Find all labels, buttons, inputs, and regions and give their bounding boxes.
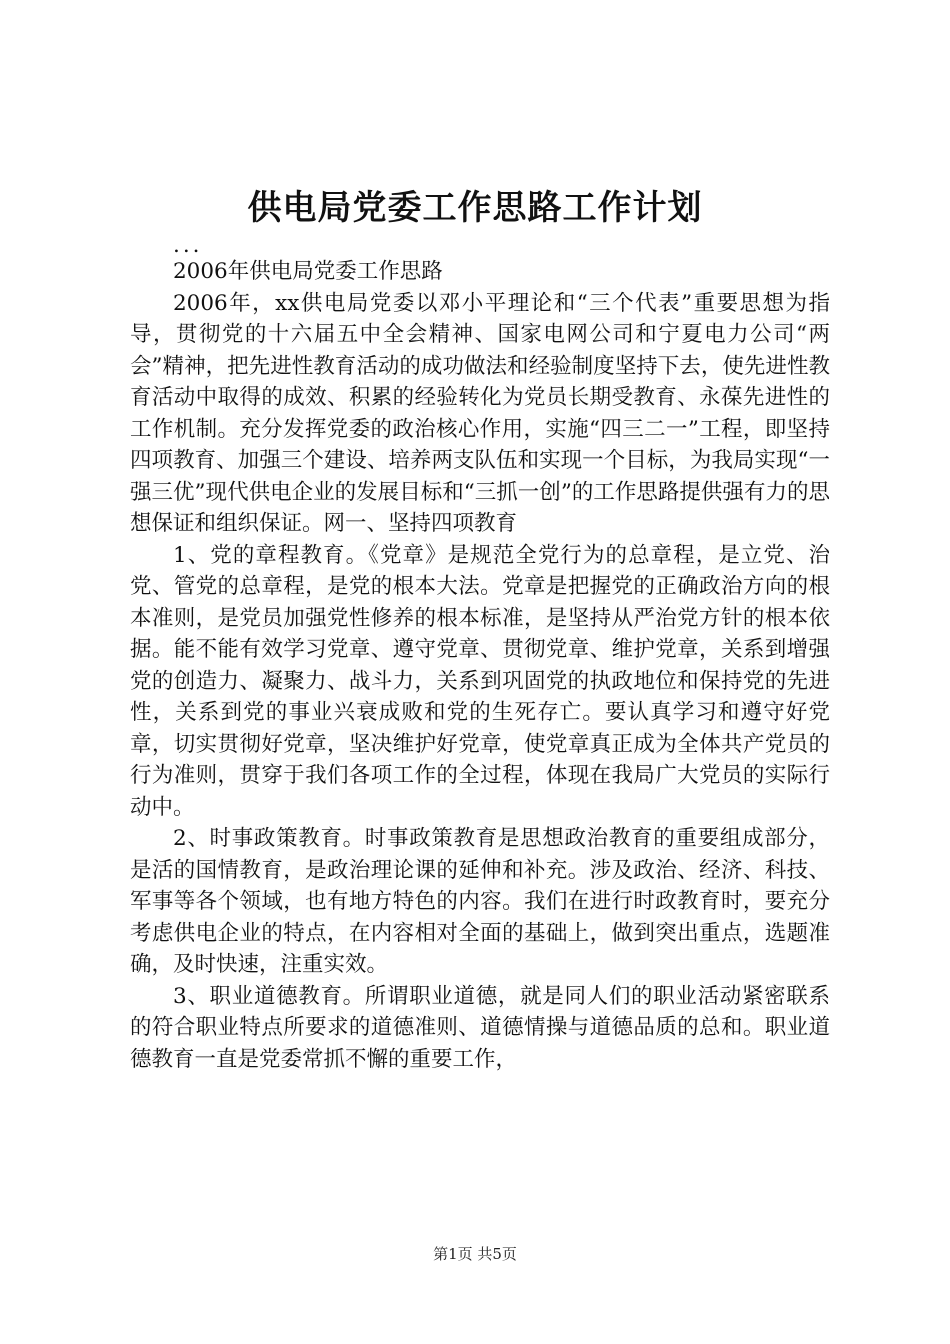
paragraph: 2006年，xx供电局党委以邓小平理论和“三个代表”重要思想为指导，贯彻党的十六届五中全会精神、国家电网公司和宁夏电力公司“两会”精神，把先进性教育活动的成功做法和经验制度坚持下去，使先进性教育活动中取得的成效、积累的经验转化为党员长期受教育、永葆先进性的工作机制。充分发挥党委的政治核心作用，实施“四三二一”工程，即坚持四项教育、加强三个建设、培养两支队伍和实现一个目标，为我局实现“一强三优”现代供电企业的发展目标和“三抓一创”的工作思路提供强有力的思想保证和组织保证。网一、坚持四项教育: [130, 290, 830, 536]
paragraph: 3、职业道德教育。所谓职业道德，就是同人们的职业活动紧密联系的符合职业特点所要求的道德准则、道德情操与道德品质的总和。职业道德教育一直是党委常抓不懈的重要工作，: [130, 983, 830, 1072]
paragraph: 1、党的章程教育。《党章》是规范全党行为的总章程，是立党、治党、管党的总章程，是党的根本大法。党章是把握党的正确政治方向的根本准则，是党员加强党性修养的根本标准，是坚持从严治党方针的根本依据。能不能有效学习党章、遵守党章、贯彻党章、维护党章，关系到增强党的创造力、凝聚力、战斗力，关系到巩固党的执政地位和保持党的先进性，关系到党的事业兴衰成败和党的生死存亡。要认真学习和遵守好党章，切实贯彻好党章，坚决维护好党章，使党章真正成为全体共产党员的行为准则，贯穿于我们各项工作的全过程，体现在我局广大党员的实际行动中。: [130, 542, 830, 820]
page-number-footer: 第1页 共5页: [433, 1245, 517, 1263]
document-title: 供电局党委工作思路工作计划: [247, 188, 703, 228]
document-body: [130, 233, 830, 1075]
ellipsis-line: ...: [173, 233, 203, 258]
paragraph: 2、时事政策教育。时事政策教育是思想政治教育的重要组成部分，是活的国情教育，是政治理论课的延伸和补充。涉及政治、经济、科技、军事等各个领域，也有地方特色的内容。我们在进行时政教育时，要充分考虑供电企业的特点，在内容相对全面的基础上，做到突出重点，选题准确，及时快速，注重实效。: [130, 826, 830, 977]
paragraph-heading: 2006年供电局党委工作思路: [173, 259, 443, 284]
